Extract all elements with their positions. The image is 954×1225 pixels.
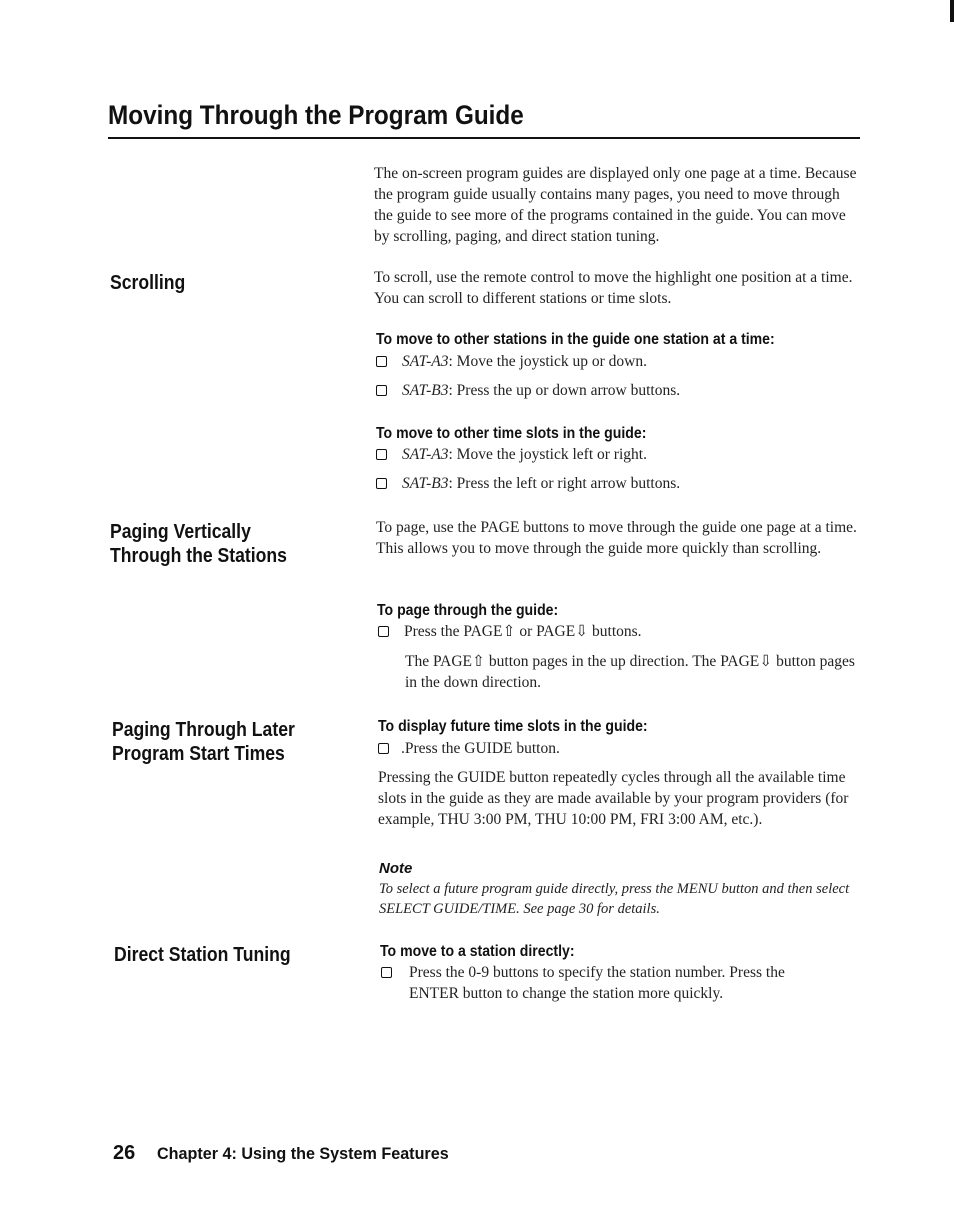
- page-through-subheading: To page through the guide:: [377, 602, 559, 619]
- heading-line: Paging Vertically: [110, 521, 251, 543]
- list-item: [378, 621, 642, 642]
- model-name: SAT-A3: [402, 446, 449, 463]
- checkbox-bullet-icon: [376, 385, 387, 396]
- timeslots-subheading: To move to other time slots in the guide:: [376, 425, 647, 442]
- page-title: Moving Through the Program Guide: [108, 100, 524, 130]
- chapter-title: Chapter 4: Using the System Features: [157, 1144, 449, 1163]
- paging-vertical-followup: The PAGE⇧ button pages in the up direction. The PAGE⇩ button pages in the down direction.: [405, 653, 855, 691]
- page-edge-mark: [950, 0, 954, 22]
- list-item-text: : Press the left or right arrow buttons.: [448, 475, 681, 492]
- model-name: SAT-B3: [402, 382, 449, 399]
- paging-later-heading: [112, 718, 295, 766]
- future-slots-subheading: To display future time slots in the guide:: [378, 718, 648, 735]
- list-item-text: : Press the up or down arrow buttons.: [448, 382, 681, 399]
- list-item: [378, 738, 560, 759]
- list-item-text: Press the PAGE⇧ or PAGE⇩ buttons.: [404, 623, 642, 640]
- heading-line: Paging Through Later: [112, 719, 295, 741]
- scrolling-paragraph: To scroll, use the remote control to move the highlight one position at a time. You can scroll to different stations or time slots.: [374, 269, 853, 307]
- scrolling-heading: Scrolling: [110, 272, 186, 294]
- note-label: Note: [379, 860, 413, 877]
- stations-subheading: To move to other stations in the guide one station at a time:: [376, 331, 775, 348]
- checkbox-bullet-icon: [376, 356, 387, 367]
- model-name: SAT-A3: [402, 353, 449, 370]
- intro-paragraph: The on-screen program guides are displayed only one page at a time. Because the program guide usually contains many pages, you need to move through the guide to see more of the programs contained in the guide. You can move by scrolling, paging, and direct station tuning.: [374, 165, 857, 245]
- title-rule: [108, 137, 860, 139]
- page-number: 26: [113, 1142, 136, 1164]
- list-item: [376, 351, 647, 372]
- checkbox-bullet-icon: [376, 449, 387, 460]
- checkbox-bullet-icon: [376, 478, 387, 489]
- page-footer: [113, 1142, 464, 1165]
- list-item-text: Press the 0-9 buttons to specify the station number. Press the ENTER button to change the station more quickly.: [409, 964, 785, 1002]
- heading-line: Program Start Times: [112, 743, 285, 765]
- list-item: [381, 962, 831, 1004]
- checkbox-bullet-icon: [378, 743, 389, 754]
- paging-vertical-paragraph: To page, use the PAGE buttons to move through the guide one page at a time. This allows you to move through the guide more quickly than scrolling.: [376, 519, 857, 557]
- direct-tuning-subheading: To move to a station directly:: [380, 943, 575, 960]
- checkbox-bullet-icon: [378, 626, 389, 637]
- list-item: [376, 473, 680, 494]
- note-text: To select a future program guide directly, press the MENU button and then select SELECT GUIDE/TIME. See page 30 for details.: [379, 881, 850, 917]
- list-item-text: .Press the GUIDE button.: [401, 740, 560, 757]
- list-item: [376, 444, 647, 465]
- paging-later-paragraph: Pressing the GUIDE button repeatedly cycles through all the available time slots in the guide as they are made available by your program providers (for example, THU 3:00 PM, THU 10:00 PM, FRI 3:00 AM, etc.).: [378, 769, 849, 828]
- checkbox-bullet-icon: [381, 967, 392, 978]
- list-item-text: : Move the joystick left or right.: [448, 446, 647, 463]
- paging-vertical-heading: [110, 520, 287, 568]
- heading-line: Through the Stations: [110, 545, 287, 567]
- list-item-text: : Move the joystick up or down.: [448, 353, 647, 370]
- list-item: [376, 380, 680, 401]
- direct-tuning-heading: Direct Station Tuning: [114, 944, 291, 966]
- model-name: SAT-B3: [402, 475, 449, 492]
